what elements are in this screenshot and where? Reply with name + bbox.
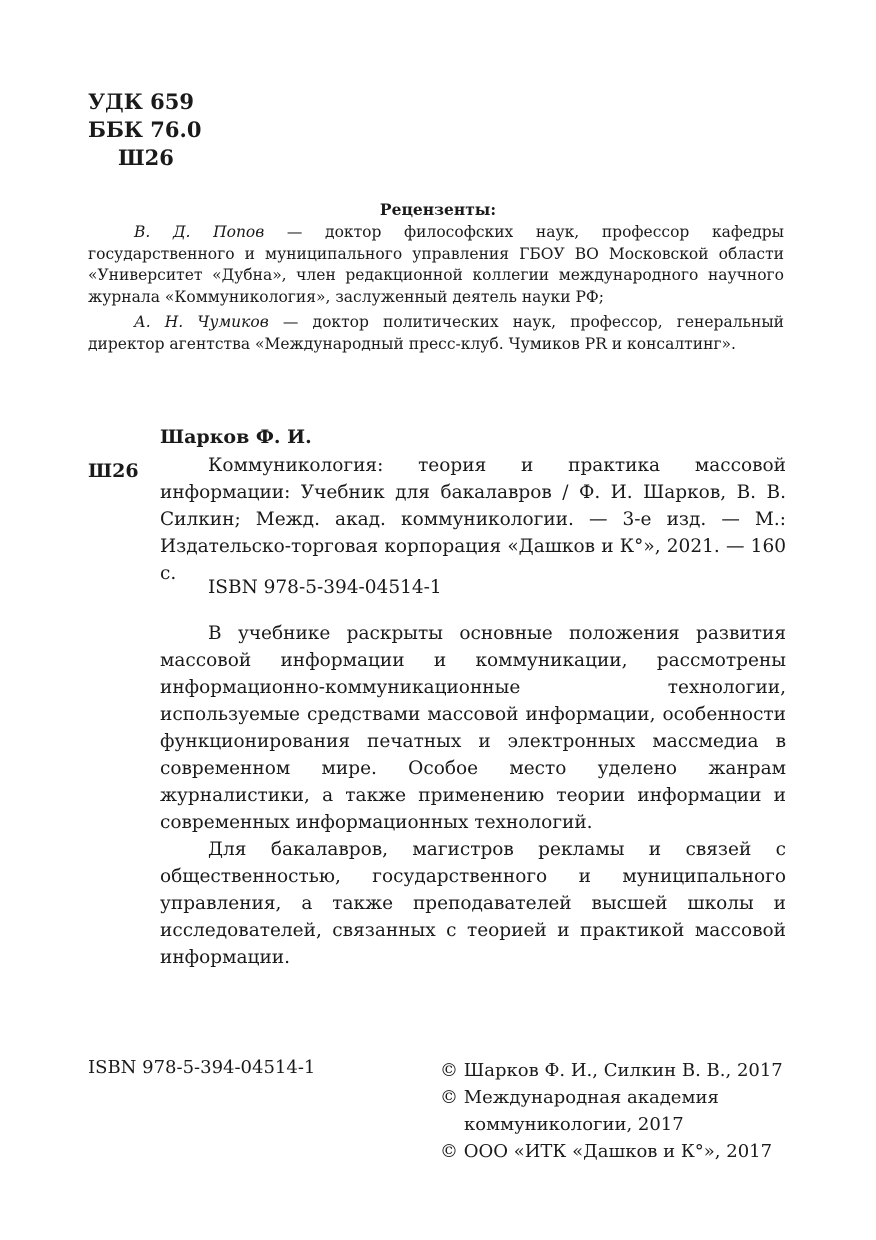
reviewer-entry [88, 312, 784, 355]
annotation [160, 620, 786, 971]
footer-isbn: ISBN 978-5-394-04514-1 [88, 1057, 316, 1078]
bbk-code: ББК 76.0 [88, 117, 202, 142]
bibliographic-description [160, 452, 786, 587]
udk-code: УДК 659 [88, 89, 194, 114]
reviewer-description: — доктор политических наук, профессор, генеральный директор агентства «Международный пресс-клуб. Чумиков PR и консалтинг». [88, 313, 784, 353]
reviewers-heading: Рецензенты: [379, 200, 497, 219]
copyright-line: © Шарков Ф. И., Силкин В. В., 2017 [440, 1060, 783, 1081]
author-sign-code: Ш26 [118, 145, 174, 170]
copyright-line: © Международная академия [440, 1087, 719, 1108]
catalog-author: Шарков Ф. И. [160, 426, 312, 448]
bibliographic-text: Коммуникология: теория и практика массовой информации: Учебник для бакалавров / Ф. И. Шарков, В. В. Силкин; Межд. акад. коммуникологии. — 3-е изд. — М.: Издательско-торговая корпорация «Дашков и К°», 2021. — 160 с. [160, 455, 786, 584]
reviewer-description: — доктор философских наук, профессор кафедры государственного и муниципального управления ГБОУ ВО Московской области «Университет «Дубна», член редакционной коллегии международного научного журнала «Коммуникология», заслуженный деятель науки РФ; [88, 223, 784, 306]
copyright-line: © ООО «ИТК «Дашков и К°», 2017 [440, 1141, 773, 1162]
annotation-paragraph: В учебнике раскрыты основные положения развития массовой информации и коммуникации, рассмотрены информационно-коммуникационные технологии, используемые средствами массовой информации, особенности функционирования печатных и электронных массмедиа в современном мире. Особое место уделено жанрам журналистики, а также применению теории информации и современных информационных технологий. [160, 623, 786, 833]
reviewer-entry [88, 222, 784, 308]
classification-codes [88, 88, 201, 172]
catalog-author-sign: Ш26 [88, 460, 139, 482]
copyright-line: коммуникологии, 2017 [464, 1114, 684, 1135]
catalog-isbn: ISBN 978-5-394-04514-1 [208, 577, 442, 598]
copyright-block [440, 1057, 783, 1165]
reviewer-name: А. Н. Чумиков [134, 313, 269, 331]
annotation-paragraph: Для бакалавров, магистров рекламы и связей с общественностью, государственного и муниципального управления, а также преподавателей высшей школы и исследователей, связанных с теорией и практикой массовой информации. [160, 839, 786, 968]
reviewer-name: В. Д. Попов [134, 223, 265, 241]
